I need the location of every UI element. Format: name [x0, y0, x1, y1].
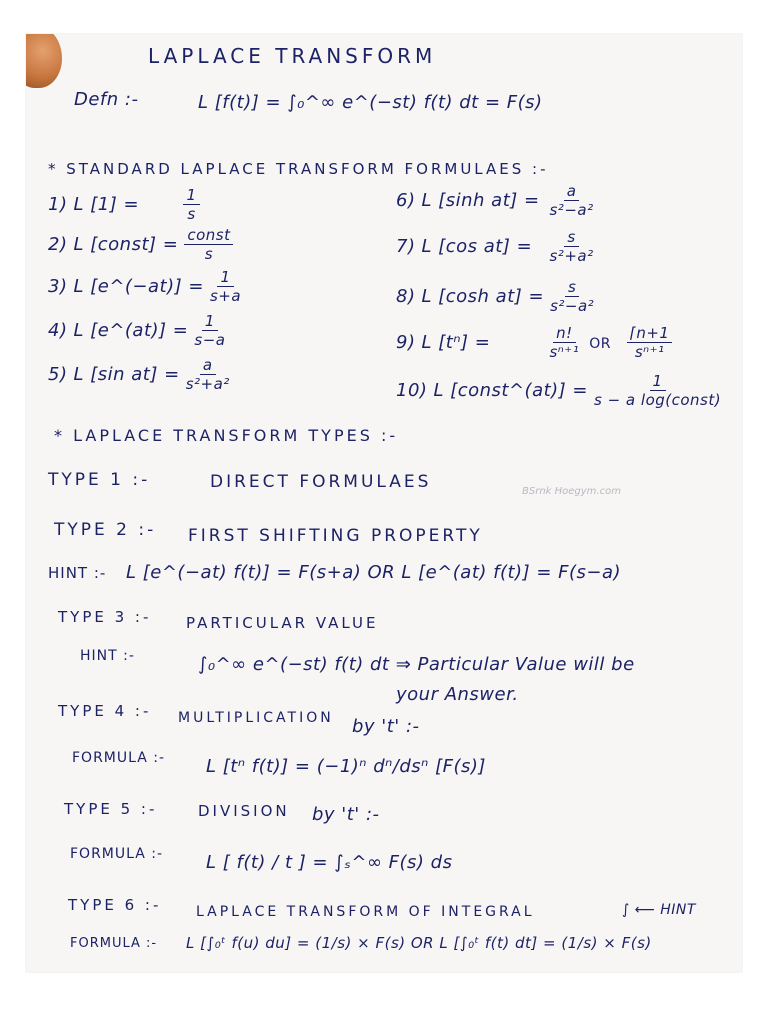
fraction-numerator: ⌈n+1 — [627, 324, 672, 343]
formula-row — [396, 324, 672, 361]
formula-index: 3) — [48, 275, 68, 297]
formula-lhs: L [const] = — [73, 233, 179, 255]
fraction — [194, 312, 225, 349]
formula-lhs: L [e^(−at)] = — [73, 275, 204, 297]
fraction-denominator: s²−a² — [549, 201, 594, 219]
fraction — [210, 268, 241, 305]
type6-formula-label: FORMULA :- — [70, 936, 158, 951]
fraction-denominator: sⁿ⁺¹ — [549, 343, 580, 361]
fraction-denominator: sⁿ⁺¹ — [634, 343, 665, 361]
type6-name: LAPLACE TRANSFORM OF INTEGRAL — [196, 904, 535, 920]
type4-label: TYPE 4 :- — [58, 702, 152, 720]
fraction-numerator: 1 — [650, 372, 666, 391]
formula-lhs: L [const^(at)] = — [433, 379, 589, 401]
fraction-numerator: const — [184, 226, 233, 245]
formula-index: 1) — [48, 193, 68, 215]
fraction-numerator: a — [564, 182, 580, 201]
type3-hint-label: HINT :- — [80, 648, 135, 664]
fraction-numerator: s — [565, 278, 579, 297]
formula-index: 8) — [396, 285, 416, 307]
page-title: LAPLACE TRANSFORM — [148, 44, 437, 68]
formula-row — [48, 312, 225, 349]
fraction — [549, 182, 593, 219]
type2-hint-label: HINT :- — [48, 564, 107, 582]
fraction — [549, 228, 593, 265]
type3-hint: ∫₀^∞ e^(−st) f(t) dt ⇒ Particular Value will be — [198, 654, 635, 675]
type4-formula-label: FORMULA :- — [72, 750, 166, 766]
formula-index: 2) — [48, 233, 68, 255]
type2-hint: L [e^(−at) f(t)] = F(s+a) OR L [e^(at) f(t)] = F(s−a) — [126, 562, 622, 583]
fraction-numerator: s — [564, 228, 578, 247]
formula-lhs: L [cosh at] = — [421, 285, 545, 307]
formula-index: 6) — [396, 189, 416, 211]
fraction-numerator: 1 — [202, 312, 218, 331]
thumb — [26, 34, 62, 88]
formula-index: 7) — [396, 235, 416, 257]
fraction-numerator: a — [200, 356, 216, 375]
fraction-denominator: s²−a² — [550, 297, 595, 315]
type5-formula: L [ f(t) / t ] = ∫ₛ^∞ F(s) ds — [206, 852, 453, 873]
formula-lhs: L [sin at] = — [73, 363, 180, 385]
fraction — [186, 356, 230, 393]
type6-hint: ∫ ⟵ HINT — [622, 902, 696, 918]
formula-row — [396, 372, 721, 409]
fraction — [183, 186, 199, 223]
formula-lhs: L [cos at] = — [421, 235, 533, 257]
fraction — [594, 372, 721, 409]
type2-name: FIRST SHIFTING PROPERTY — [188, 526, 483, 546]
type5-name: DIVISION — [198, 802, 290, 820]
type4-by: by 't' :- — [352, 716, 420, 737]
type4-formula: L [tⁿ f(t)] = (−1)ⁿ dⁿ/dsⁿ [F(s)] — [206, 756, 486, 777]
formula-row — [48, 268, 241, 305]
fraction-denominator: s — [187, 205, 196, 223]
fraction-numerator: 1 — [183, 186, 199, 205]
formula-index: 9) — [396, 331, 416, 353]
formula-index: 10) — [396, 379, 428, 401]
formula-row — [48, 186, 200, 223]
formula-row — [396, 278, 594, 315]
formula-row — [396, 182, 594, 219]
type5-by: by 't' :- — [312, 804, 380, 825]
type5-label: TYPE 5 :- — [64, 800, 158, 818]
types-heading: * LAPLACE TRANSFORM TYPES :- — [54, 426, 399, 445]
formula-index: 4) — [48, 319, 68, 341]
formula-lhs: L [tⁿ] = — [421, 331, 491, 353]
fraction — [549, 324, 579, 361]
fraction-denominator: s²+a² — [549, 247, 594, 265]
standard-heading: * STANDARD LAPLACE TRANSFORM FORMULAES :- — [48, 160, 549, 178]
fraction-denominator: s−a — [194, 331, 226, 349]
fraction — [184, 226, 233, 263]
fraction — [627, 324, 672, 361]
watermark: BSrnk Hoegym.com — [522, 486, 621, 497]
type2-label: TYPE 2 :- — [54, 520, 157, 540]
type6-formula: L [∫₀ᵗ f(u) du] = (1/s) × F(s) OR L [∫₀ᵗ f(t) dt] = (1/s) × F(s) — [186, 934, 652, 952]
type5-formula-label: FORMULA :- — [70, 846, 164, 862]
fraction-denominator: s²+a² — [185, 375, 230, 393]
type1-name: DIRECT FORMULAES — [210, 472, 432, 492]
definition-formula: L [f(t)] = ∫₀^∞ e^(−st) f(t) dt = F(s) — [198, 92, 543, 113]
formula-index: 5) — [48, 363, 68, 385]
type6-label: TYPE 6 :- — [68, 896, 162, 914]
type1-label: TYPE 1 :- — [48, 470, 151, 490]
formula-lhs: L [e^(at)] = — [73, 319, 189, 341]
formula-lhs: L [1] = — [73, 193, 140, 215]
fraction-numerator: 1 — [217, 268, 233, 287]
definition-label: Defn :- — [74, 89, 139, 110]
type4-name: MULTIPLICATION — [178, 710, 334, 726]
fraction-denominator: s+a — [209, 287, 242, 305]
fraction-denominator: s − a log(const) — [594, 391, 722, 409]
type3-name: PARTICULAR VALUE — [186, 614, 379, 632]
fraction-denominator: s — [204, 245, 214, 263]
notebook-page — [26, 34, 742, 972]
formula-lhs: L [sinh at] = — [421, 189, 540, 211]
formula-row — [48, 356, 230, 393]
fraction — [550, 278, 594, 315]
or-text: OR — [589, 335, 611, 352]
formula-row — [48, 226, 233, 263]
formula-row — [396, 228, 594, 265]
type3-hint-continued: your Answer. — [396, 684, 519, 705]
type3-label: TYPE 3 :- — [58, 608, 152, 626]
fraction-numerator: n! — [553, 324, 576, 343]
